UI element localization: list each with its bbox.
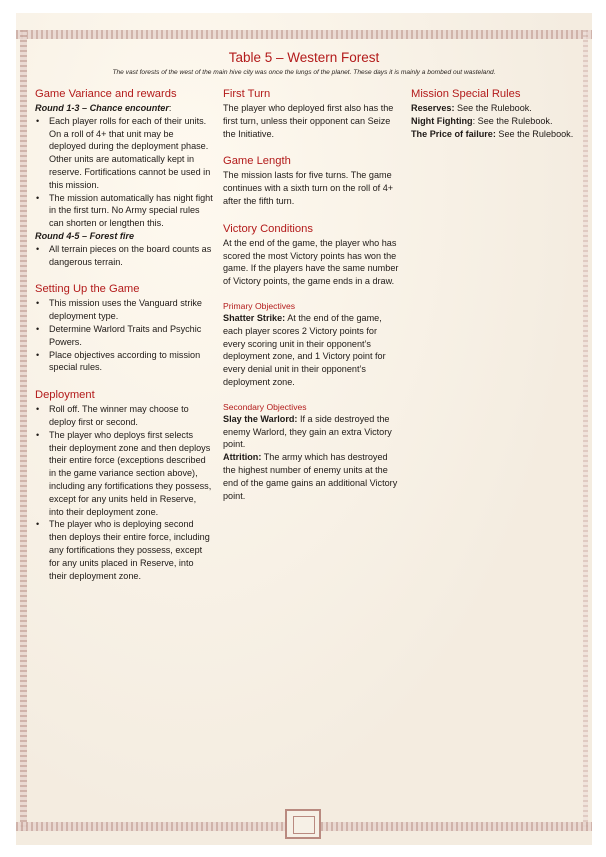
section-heading-mission-special-rules: Mission Special Rules (411, 88, 521, 100)
slay-the-warlord-rule: Slay the Warlord: If a side destroyed the enemy Warlord, they gain an extra Victory point. (223, 413, 392, 450)
column-left (35, 87, 213, 582)
list-item: • The mission automatically has night fight in the first turn. No Army special rules can shorten or lengthen this. (49, 192, 213, 230)
section-heading-deployment: Deployment (35, 389, 95, 402)
list-item: • Place objectives according to mission special rules. (49, 349, 213, 375)
page-subtitle: The vast forests of the west of the main hive city was once the lungs of the planet. These days it is mainly a bombed out wasteland. (112, 69, 496, 76)
round-label: Round 4-5 – Forest fire (35, 230, 135, 241)
shatter-strike-rule: Shatter Strike: At the end of the game, each player scores 2 Victory points for every scoring unit in their opponent’s deployment zone, and 1 Victory point for every denial unit in their opponent’s deployment zone. (223, 312, 386, 387)
column-middle (223, 87, 401, 502)
section-heading-game-variance: Game Variance and rewards (35, 88, 177, 100)
setting-up-list (35, 297, 213, 374)
special-rule-reserves: Reserves: See the Rulebook. (411, 103, 532, 113)
list-item: • All terrain pieces on the board counts as dangerous terrain. (49, 243, 213, 269)
first-turn-text: The player who deployed first also has the first turn, unless their opponent can Seize the Initiative. (223, 103, 394, 139)
special-rule-night-fighting: Night Fighting: See the Rulebook. (411, 115, 553, 126)
top-border-ornament (16, 30, 592, 39)
list-item: • Each player rolls for each of their units. On a roll of 4+ that unit may be deployed during the deployment phase. Other units are automatically kept in reserve. Fortifications cannot be used in this mission. (49, 115, 213, 192)
bottom-center-ornament (285, 809, 321, 839)
deployment-list (35, 403, 213, 582)
primary-objectives-heading: Primary Objectives (223, 300, 296, 311)
attrition-rule: Attrition: The army which has destroyed the highest number of enemy units at the end of the game gains an additional Victory point. (223, 452, 398, 501)
page (16, 13, 592, 845)
right-border-ornament (583, 30, 588, 831)
special-rule-price-of-failure: The Price of failure: See the Rulebook. (411, 128, 574, 139)
column-right (411, 87, 586, 140)
list-item: • Roll off. The winner may choose to deploy first or second. (49, 403, 213, 429)
list-item: • This mission uses the Vanguard strike deployment type. (49, 297, 213, 323)
list-item: • Determine Warlord Traits and Psychic Powers. (49, 323, 213, 349)
section-heading-setting-up: Setting Up the Game (35, 283, 140, 296)
page-title: Table 5 – Western Forest (228, 50, 380, 65)
round-label: Round 1-3 – Chance encounter: (35, 103, 172, 113)
section-heading-first-turn: First Turn (223, 88, 271, 100)
victory-conditions-text: At the end of the game, the player who has scored the most Victory points has won the game. If the players have the same number of Victory points, the game ends in a draw. (223, 237, 399, 287)
list-item: • The player who is deploying second then deploys their entire force, including any fortifications they possess, except for any units placed in Reserve, into their deployment zone. (49, 518, 213, 582)
round1-list (35, 115, 213, 230)
list-item: • The player who deploys first selects their deployment zone and then deploys their entire force (exceptions described in the game variance section above), including any fortifications they possess, except for any units held in Reserve, into their deployment zone. (49, 429, 213, 519)
game-length-text: The mission lasts for five turns. The game continues with a sixth turn on the roll of 4+ after the fifth turn. (223, 170, 394, 206)
secondary-objectives-heading: Secondary Objectives (223, 401, 307, 412)
left-border-ornament (20, 30, 27, 831)
section-heading-game-length: Game Length (223, 155, 291, 168)
round2-list (35, 243, 213, 269)
section-heading-victory-conditions: Victory Conditions (223, 222, 313, 235)
